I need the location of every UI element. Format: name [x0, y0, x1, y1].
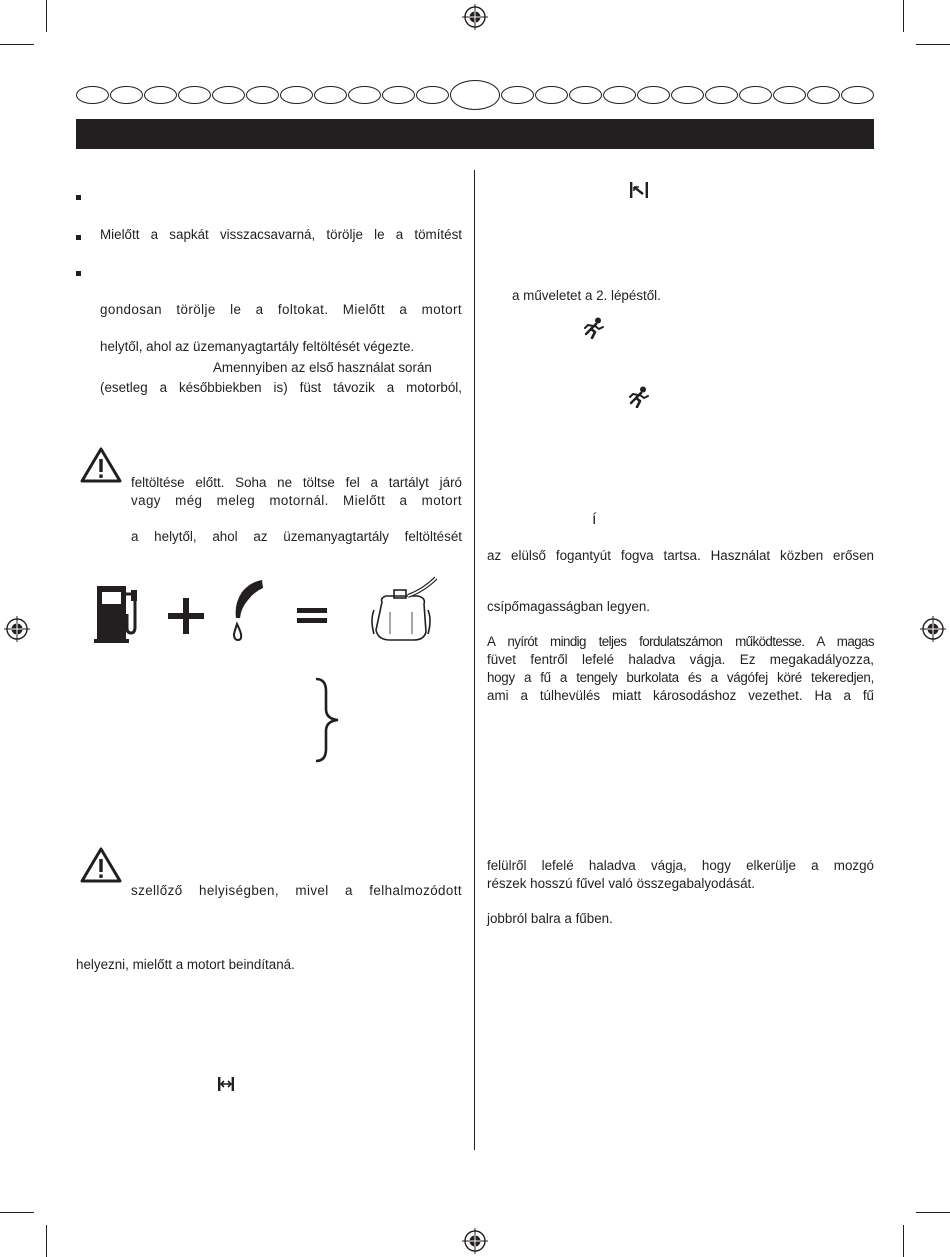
body-text: részek hosszú fűvel való összegabalyodását. [487, 876, 755, 891]
body-text: Amennyiben az első használat során [213, 360, 432, 375]
curly-brace-icon [312, 677, 342, 763]
language-tab [501, 86, 534, 104]
language-tab [773, 86, 806, 104]
fuel-can-icon [368, 572, 448, 644]
oil-drop-icon [224, 578, 264, 646]
crop-mark [0, 44, 34, 45]
language-tab [382, 86, 415, 104]
language-tab [739, 86, 772, 104]
warning-text: feltöltése előtt. Soha ne töltse fel a tartályt járó [131, 475, 462, 490]
language-tab [671, 86, 704, 104]
body-text: Mielőtt a sapkát visszacsavarná, törölje le a tömítést [100, 227, 462, 242]
language-tab [807, 86, 840, 104]
body-text: gondosan törölje le a foltokat. Mielőtt a motort [100, 302, 462, 317]
crop-mark [46, 1225, 47, 1257]
warning-triangle-icon [80, 847, 122, 883]
fuel-pump-icon [94, 582, 142, 644]
column-divider [474, 170, 475, 1150]
body-text: a műveletet a 2. lépéstől. [512, 288, 661, 303]
language-tab [212, 86, 245, 104]
body-text: helytől, ahol az üzemanyagtartály feltöltését végezte. [100, 339, 415, 354]
language-tab [535, 86, 568, 104]
language-tab [178, 86, 211, 104]
stop-icon [630, 182, 648, 198]
language-tab-active [450, 80, 500, 110]
language-tab [603, 86, 636, 104]
registration-mark-icon [920, 616, 946, 642]
bullet [76, 235, 81, 240]
crop-mark [903, 0, 904, 32]
body-text: füvet fentről lefelé haladva vágja. Ez megakadályozza, [487, 652, 874, 667]
language-tab [416, 86, 449, 104]
language-tab [637, 86, 670, 104]
plus-icon [168, 598, 204, 634]
language-tab [280, 86, 313, 104]
crop-mark [916, 1212, 950, 1213]
language-tab [144, 86, 177, 104]
language-tab [705, 86, 738, 104]
language-tab [76, 86, 109, 104]
registration-mark-icon [462, 4, 488, 30]
bullet [76, 271, 81, 276]
equals-icon [297, 608, 327, 624]
warning-triangle-icon [80, 447, 122, 483]
section-header-band [76, 119, 874, 149]
warning-text: vagy még meleg motornál. Mielőtt a motort [131, 493, 462, 508]
body-text: ami a túlhevülés miatt károsodáshoz vezethet. Ha a fű [487, 688, 874, 703]
choke-icon [218, 1077, 234, 1091]
body-text: í [592, 511, 597, 528]
language-tab [569, 86, 602, 104]
language-tab [246, 86, 279, 104]
registration-mark-icon [4, 616, 30, 642]
run-icon [583, 317, 605, 339]
body-text: (esetleg a későbbiekben is) füst távozik a motorból, [100, 380, 462, 395]
body-text: helyezni, mielőtt a motort beindítaná. [76, 957, 295, 972]
language-tab [110, 86, 143, 104]
warning-text: szellőző helyiségben, mivel a felhalmozódott [131, 883, 462, 898]
body-text: az elülső fogantyút fogva tartsa. Használat közben erősen [487, 548, 874, 563]
body-text: A nyírót mindig teljes fordulatszámon működtesse. A magas [487, 634, 874, 649]
crop-mark [903, 1225, 904, 1257]
body-text: hogy a fű a tengely burkolata és a vágófej köré tekeredjen, [487, 670, 874, 685]
body-text: jobbról balra a fűben. [487, 911, 613, 926]
crop-mark [46, 0, 47, 32]
registration-mark-icon [462, 1228, 488, 1254]
run-icon [628, 386, 650, 408]
body-text: felülről lefelé haladva vágja, hogy elkerülje a mozgó [487, 858, 874, 873]
language-tab [841, 86, 874, 104]
language-tab [314, 86, 347, 104]
crop-mark [916, 44, 950, 45]
warning-text: a helytől, ahol az üzemanyagtartály feltöltését [131, 529, 462, 544]
crop-mark [0, 1212, 34, 1213]
bullet [76, 195, 81, 200]
body-text: csípőmagasságban legyen. [487, 599, 651, 614]
language-tab [348, 86, 381, 104]
